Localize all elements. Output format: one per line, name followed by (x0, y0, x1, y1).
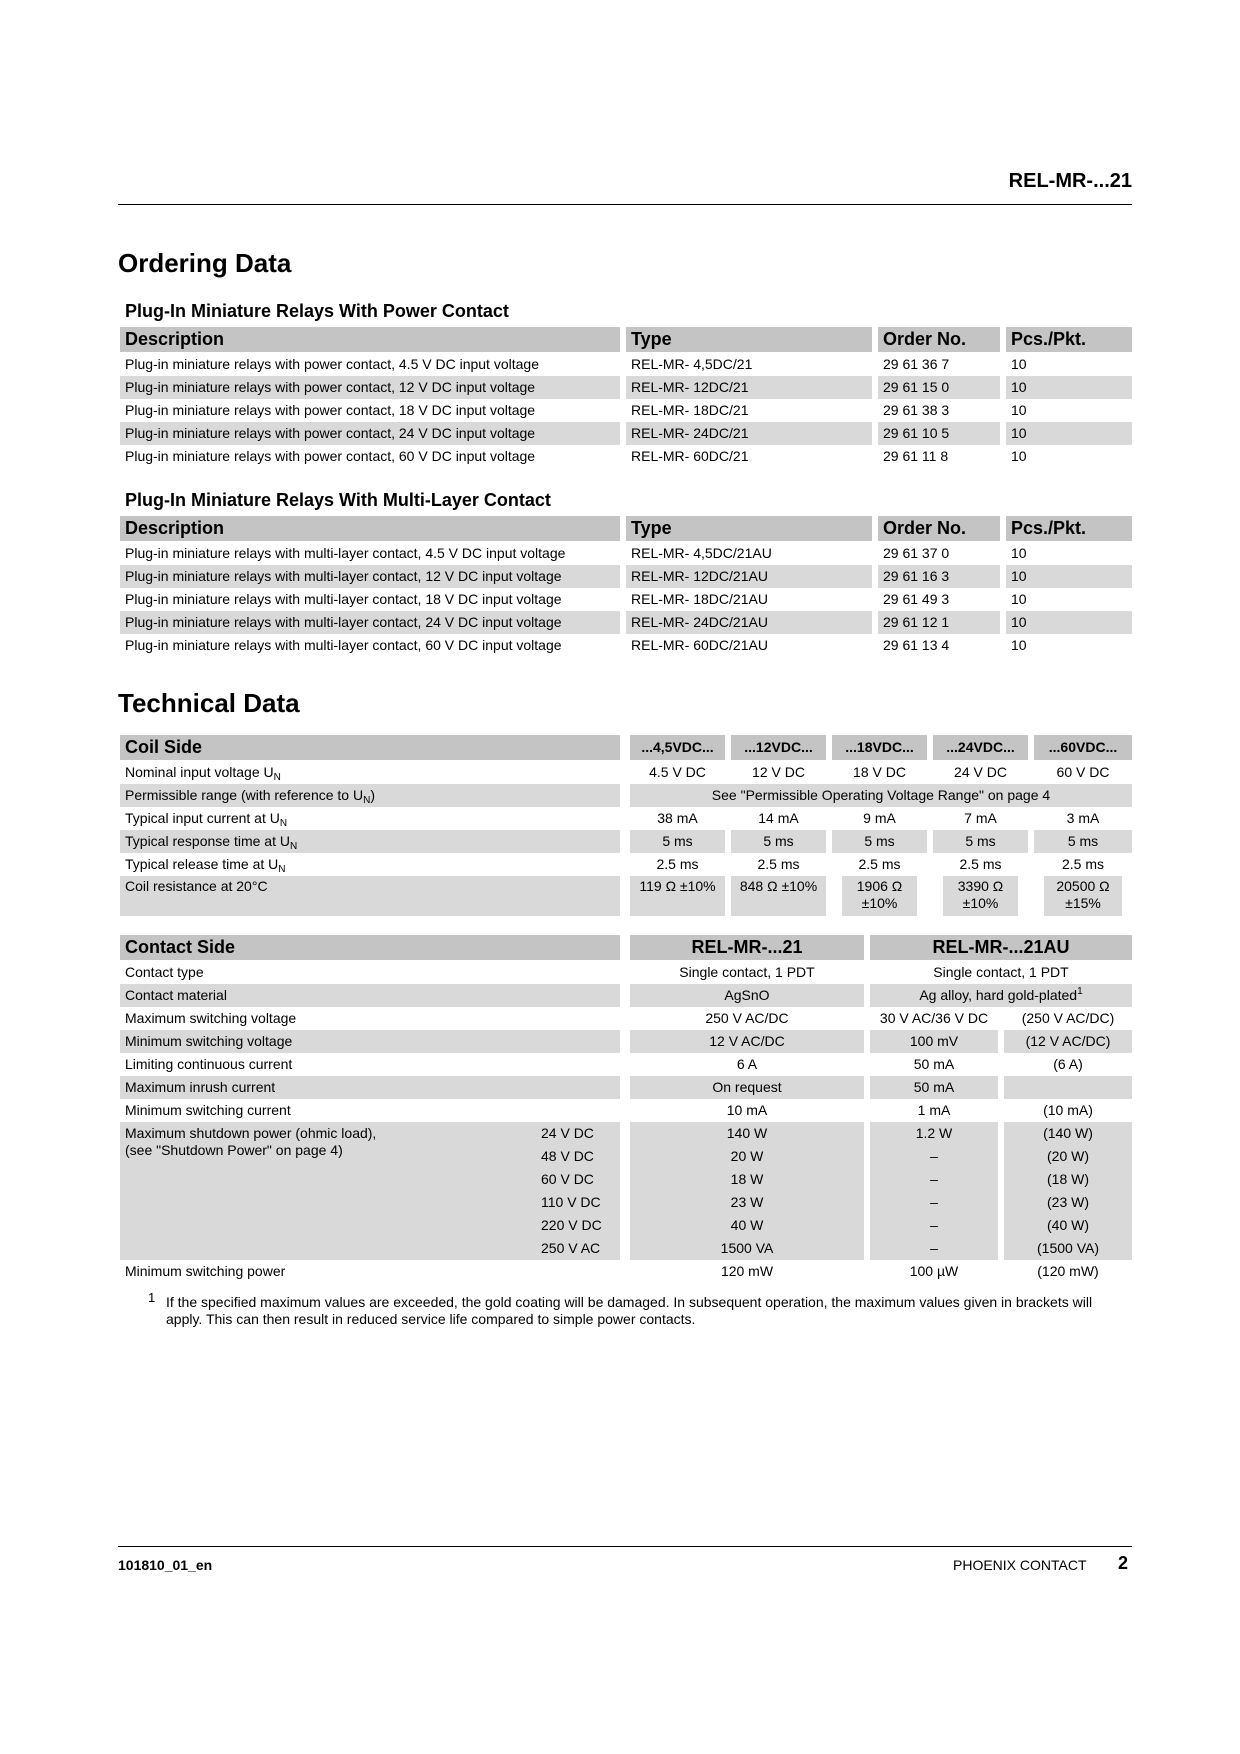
table-row (0, 984, 1240, 1007)
cell-value: 5 ms (731, 830, 826, 853)
cell-order-no: 29 61 16 3 (878, 565, 1000, 588)
cell-value: 250 V AC/DC (705, 1010, 789, 1026)
cell-value: (140 W) (1004, 1122, 1132, 1145)
cell-type: REL-MR- 24DC/21AU (626, 611, 872, 634)
table-row (0, 399, 1240, 422)
cell-value (1004, 1076, 1132, 1099)
cell-value: 1906 Ω ±10% (842, 876, 917, 916)
row-label: Typical input current at $U_N$ (125, 810, 288, 829)
cell-value: 848 Ω ±10% (731, 876, 826, 916)
table-row (0, 761, 1240, 784)
coil-table-header (0, 735, 1240, 760)
table-row (0, 784, 1240, 807)
row-label: Maximum switching voltage (125, 1010, 297, 1026)
company-name: PHOENIX CONTACT (953, 1557, 1087, 1573)
cell-type: REL-MR- 60DC/21AU (631, 637, 768, 653)
row-label: Contact material (120, 984, 620, 1007)
document-id: 101810_01_en (118, 1557, 213, 1573)
cell-value: 24 V DC (954, 764, 1007, 780)
cell-value: 5 ms (933, 830, 1028, 853)
shutdown-row (0, 1237, 1240, 1260)
cell-description: Plug-in miniature relays with power contact, 4.5 V DC input voltage (125, 356, 539, 372)
cell-value: Ag alloy, hard gold-plated$^1$ (870, 984, 1132, 1007)
cell-value: 2.5 ms (1061, 856, 1104, 872)
cell-value: 1.2 W (870, 1122, 998, 1145)
cell-description: Plug-in miniature relays with power contact, 60 V DC input voltage (125, 448, 536, 464)
cell-pcs: 10 (1011, 448, 1027, 464)
cell-value: 7 mA (964, 810, 997, 826)
cell-type: REL-MR- 18DC/21 (631, 402, 749, 418)
cell-value: 14 mA (758, 810, 799, 826)
table-row (0, 961, 1240, 984)
table-row (0, 853, 1240, 876)
cell-value: 40 W (630, 1214, 864, 1237)
cell-value: – (870, 1191, 998, 1214)
cell-description: Plug-in miniature relays with multi-layer contact, 60 V DC input voltage (125, 637, 562, 653)
cell-description: Plug-in miniature relays with multi-layer contact, 12 V DC input voltage (120, 565, 620, 588)
row-label: Minimum switching current (125, 1102, 291, 1118)
cell-value: (20 W) (1004, 1145, 1132, 1168)
table-row (0, 353, 1240, 376)
cell-value: (23 W) (1004, 1191, 1132, 1214)
cell-value: (10 mA) (1043, 1102, 1093, 1118)
cell-value: 50 mA (870, 1076, 998, 1099)
cell-type: REL-MR- 24DC/21 (626, 422, 872, 445)
col-18vdc: ...18VDC... (832, 735, 927, 760)
cell-value: – (870, 1168, 998, 1191)
header-rule (118, 204, 1132, 205)
multi-table-title: Plug-In Miniature Relays With Multi-Layer Contact (125, 490, 551, 510)
power-table-title: Plug-In Miniature Relays With Power Contact (125, 301, 509, 321)
table-row (0, 445, 1240, 468)
col-description: Description (120, 516, 620, 541)
shutdown-row (0, 1191, 1240, 1214)
ordering-title: Ordering Data (118, 248, 292, 278)
cell-type: REL-MR- 4,5DC/21AU (631, 545, 772, 561)
cell-value: 9 mA (863, 810, 896, 826)
cell-value: On request (630, 1076, 864, 1099)
cell-value: 4.5 V DC (649, 764, 706, 780)
technical-title: Technical Data (118, 688, 300, 718)
cell-value: 18 W (630, 1168, 864, 1191)
cell-order-no: 29 61 15 0 (878, 376, 1000, 399)
cell-description: Plug-in miniature relays with power contact, 12 V DC input voltage (120, 376, 620, 399)
table-row (0, 634, 1240, 657)
cell-value: (18 W) (1004, 1168, 1132, 1191)
table-row (0, 1099, 1240, 1122)
table-row (0, 830, 1240, 853)
table-row (0, 376, 1240, 399)
cell-value: 2.5 ms (656, 856, 699, 872)
cell-value: 12 V AC/DC (630, 1030, 864, 1053)
page-number: 2 (1118, 1553, 1129, 1573)
cell-pcs: 10 (1006, 611, 1132, 634)
cell-value: 5 ms (630, 830, 725, 853)
col-rel-mr-21au: REL-MR-...21AU (870, 935, 1132, 960)
col-pcs: Pcs./Pkt. (1006, 327, 1132, 352)
cell-value: (6 A) (1053, 1056, 1083, 1072)
cell-value: 38 mA (657, 810, 698, 826)
cell-value: 23 W (630, 1191, 864, 1214)
cell-value: – (870, 1237, 998, 1260)
footer-rule (118, 1546, 1132, 1547)
table-row (0, 807, 1240, 830)
cell-value: 18 V DC (853, 764, 906, 780)
col-rel-mr-21: REL-MR-...21 (630, 935, 864, 960)
cell-order-no: 29 61 12 1 (878, 611, 1000, 634)
cell-pcs: 10 (1006, 565, 1132, 588)
cell-value-span: See "Permissible Operating Voltage Range" on page 4 (630, 784, 1132, 807)
cell-value: – (870, 1145, 998, 1168)
cell-type: REL-MR- 18DC/21AU (631, 591, 768, 607)
cell-description: Plug-in miniature relays with multi-layer contact, 24 V DC input voltage (120, 611, 620, 634)
contact-table-header (0, 935, 1240, 960)
col-order-no: Order No. (878, 516, 1000, 541)
shutdown-voltage: 250 V AC (541, 1240, 601, 1256)
cell-value: AgSnO (630, 984, 864, 1007)
footnote-ref: 1 (1077, 986, 1083, 997)
cell-value: 2.5 ms (757, 856, 800, 872)
cell-description: Plug-in miniature relays with power contact, 24 V DC input voltage (120, 422, 620, 445)
row-label: Permissible range (with reference to $U_N$) (120, 784, 620, 807)
row-label: Minimum switching power (125, 1263, 286, 1279)
shutdown-row (0, 1122, 1240, 1145)
table-row (0, 876, 1240, 916)
row-label: Nominal input voltage $U_N$ (125, 764, 281, 783)
table-row (0, 611, 1240, 634)
cell-pcs: 10 (1011, 402, 1027, 418)
cell-value: 3 mA (1066, 810, 1100, 826)
cell-value: 3390 Ω ±10% (943, 876, 1018, 916)
row-label: Limiting continuous current (125, 1056, 293, 1072)
cell-value: Single contact, 1 PDT (679, 964, 815, 980)
coil-side-title: Coil Side (120, 735, 620, 760)
table-row (0, 542, 1240, 565)
cell-value: 100 mV (870, 1030, 998, 1053)
cell-type: REL-MR- 4,5DC/21 (631, 356, 753, 372)
row-label: Minimum switching voltage (120, 1030, 620, 1053)
cell-value: (12 V AC/DC) (1004, 1030, 1132, 1053)
cell-pcs: 10 (1006, 422, 1132, 445)
cell-value: 1 mA (917, 1102, 951, 1118)
cell-value: 100 µW (909, 1263, 959, 1279)
cell-order-no: 29 61 13 4 (883, 637, 950, 653)
document-header-title: REL-MR-...21 (1008, 170, 1132, 192)
col-type: Type (626, 516, 872, 541)
cell-order-no: 29 61 10 5 (878, 422, 1000, 445)
cell-value: 5 ms (832, 830, 927, 853)
shutdown-voltage: 220 V DC (541, 1217, 602, 1233)
footnote-text: If the specified maximum values are exceeded, the gold coating will be damaged. In subsequent operation, the maximum values given in brackets will apply. This can then result in reduced service life compared to simple power contacts. (166, 1294, 1093, 1327)
cell-value: 120 mW (720, 1263, 774, 1279)
shutdown-voltage: 110 V DC (541, 1194, 601, 1210)
shutdown-row (0, 1214, 1240, 1237)
cell-value: 6 A (736, 1056, 758, 1072)
row-label: Coil resistance at 20°C (120, 876, 620, 916)
table-row (0, 1260, 1240, 1283)
table-row (0, 565, 1240, 588)
shutdown-voltage: 48 V DC (541, 1148, 594, 1164)
shutdown-voltage: 24 V DC (541, 1125, 594, 1141)
cell-value: (250 V AC/DC) (1021, 1010, 1115, 1026)
col-12vdc: ...12VDC... (731, 735, 826, 760)
shutdown-label: Maximum shutdown power (ohmic load), (see "Shutdown Power" on page 4) (125, 1125, 377, 1158)
col-24vdc: ...24VDC... (933, 735, 1028, 760)
table-row (0, 1030, 1240, 1053)
multi-table-header (0, 516, 1240, 541)
table-row (0, 422, 1240, 445)
row-label: Typical release time at $U_N$ (125, 856, 286, 875)
cell-pcs: 10 (1011, 637, 1027, 653)
table-row (0, 1007, 1240, 1030)
col-4-5vdc: ...4,5VDC... (630, 735, 725, 760)
cell-value: 119 Ω ±10% (630, 876, 725, 916)
cell-value: 10 mA (726, 1102, 768, 1118)
cell-value: (1500 VA) (1004, 1237, 1132, 1260)
contact-side-title: Contact Side (120, 935, 620, 960)
cell-value: 2.5 ms (858, 856, 901, 872)
cell-type: REL-MR- 60DC/21 (631, 448, 749, 464)
row-label: Contact type (125, 964, 204, 980)
cell-order-no: 29 61 49 3 (883, 591, 950, 607)
cell-pcs: 10 (1011, 356, 1027, 372)
cell-description: Plug-in miniature relays with multi-layer contact, 4.5 V DC input voltage (125, 545, 566, 561)
cell-description: Plug-in miniature relays with multi-layer contact, 18 V DC input voltage (125, 591, 562, 607)
cell-pcs: 10 (1011, 545, 1027, 561)
cell-value: 20500 Ω ±15% (1044, 876, 1122, 916)
shutdown-row (0, 1168, 1240, 1191)
cell-value: 140 W (630, 1122, 864, 1145)
shutdown-voltage: 60 V DC (541, 1171, 594, 1187)
cell-value: (40 W) (1004, 1214, 1132, 1237)
shutdown-row (0, 1145, 1240, 1168)
cell-value: 30 V AC/36 V DC (879, 1010, 989, 1026)
table-row (0, 1076, 1240, 1099)
cell-description: Plug-in miniature relays with power contact, 18 V DC input voltage (125, 402, 536, 418)
cell-order-no: 29 61 38 3 (883, 402, 950, 418)
cell-value: 20 W (630, 1145, 864, 1168)
col-type: Type (626, 327, 872, 352)
cell-value: – (870, 1214, 998, 1237)
cell-value: 50 mA (913, 1056, 955, 1072)
cell-value: 60 V DC (1056, 764, 1110, 780)
table-row (0, 1053, 1240, 1076)
cell-value: (120 mW) (1037, 1263, 1099, 1279)
col-description: Description (120, 327, 620, 352)
row-label: Typical response time at $U_N$ (120, 830, 620, 853)
cell-order-no: 29 61 11 8 (883, 448, 949, 464)
cell-type: REL-MR- 12DC/21AU (626, 565, 872, 588)
cell-pcs: 10 (1006, 376, 1132, 399)
cell-order-no: 29 61 37 0 (883, 545, 950, 561)
cell-value: 12 V DC (752, 764, 805, 780)
cell-value: 1500 VA (630, 1237, 864, 1260)
cell-value: 2.5 ms (959, 856, 1002, 872)
col-60vdc: ...60VDC... (1034, 735, 1132, 760)
col-order-no: Order No. (878, 327, 1000, 352)
col-pcs: Pcs./Pkt. (1006, 516, 1132, 541)
cell-value: Single contact, 1 PDT (933, 964, 1069, 980)
table-row (0, 588, 1240, 611)
cell-value: 5 ms (1034, 830, 1132, 853)
cell-order-no: 29 61 36 7 (883, 356, 950, 372)
row-label: Maximum inrush current (120, 1076, 620, 1099)
cell-type: REL-MR- 12DC/21 (626, 376, 872, 399)
footnote-marker: 1 (148, 1290, 156, 1305)
cell-pcs: 10 (1011, 591, 1027, 607)
power-table-header (0, 327, 1240, 352)
